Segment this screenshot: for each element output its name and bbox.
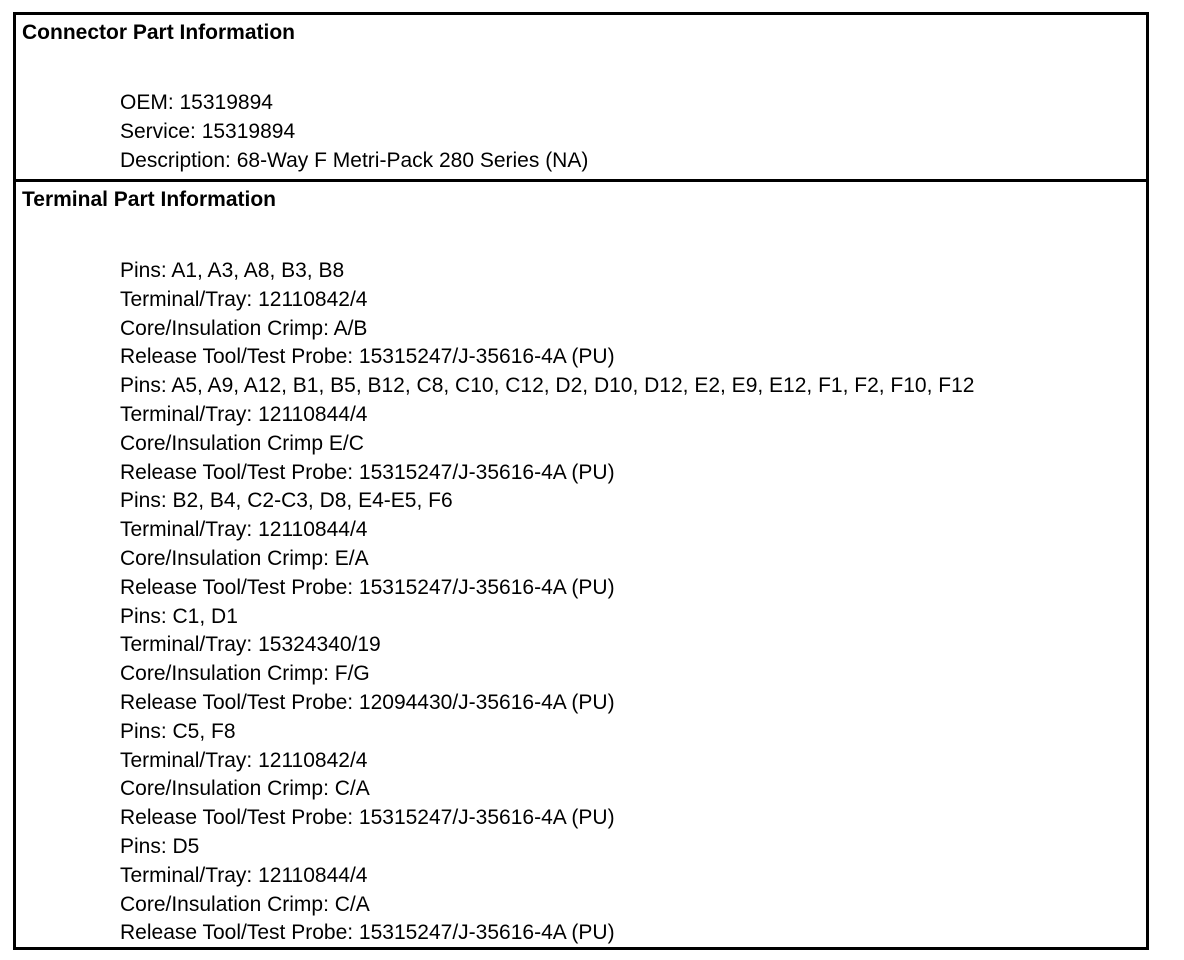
terminal-line: Pins: C1, D1 bbox=[120, 604, 238, 628]
terminal-part-lines bbox=[120, 257, 974, 948]
terminal-line: Terminal/Tray: 12110842/4 bbox=[120, 287, 368, 311]
terminal-line: Release Tool/Test Probe: 12094430/J-35616-4A (PU) bbox=[120, 690, 615, 714]
terminal-line: Pins: B2, B4, C2-C3, D8, E4-E5, F6 bbox=[120, 489, 453, 513]
terminal-line: Terminal/Tray: 15324340/19 bbox=[120, 633, 381, 657]
terminal-line: Pins: A5, A9, A12, B1, B5, B12, C8, C10, C12, D2, D10, D12, E2, E9, E12, F1, F2, F10, F12 bbox=[120, 374, 975, 398]
terminal-line: Pins: C5, F8 bbox=[120, 719, 236, 743]
terminal-line: Core/Insulation Crimp: A/B bbox=[120, 316, 368, 340]
connector-description: Description: 68-Way F Metri-Pack 280 Series (NA) bbox=[120, 148, 589, 172]
terminal-line: Terminal/Tray: 12110844/4 bbox=[120, 863, 368, 887]
terminal-line: Core/Insulation Crimp: C/A bbox=[120, 777, 370, 801]
terminal-line: Core/Insulation Crimp: C/A bbox=[120, 892, 370, 916]
terminal-line: Terminal/Tray: 12110844/4 bbox=[120, 402, 368, 426]
terminal-line: Core/Insulation Crimp: F/G bbox=[120, 662, 370, 686]
part-information-table bbox=[13, 12, 1149, 950]
connector-part-lines bbox=[120, 89, 588, 175]
terminal-line: Release Tool/Test Probe: 15315247/J-35616-4A (PU) bbox=[120, 921, 615, 945]
terminal-line: Release Tool/Test Probe: 15315247/J-35616-4A (PU) bbox=[120, 575, 615, 599]
terminal-part-heading: Terminal Part Information bbox=[22, 188, 276, 211]
terminal-line: Pins: D5 bbox=[120, 834, 200, 858]
connector-service: Service: 15319894 bbox=[120, 119, 296, 143]
terminal-line: Terminal/Tray: 12110844/4 bbox=[120, 518, 368, 542]
terminal-line: Release Tool/Test Probe: 15315247/J-35616-4A (PU) bbox=[120, 345, 615, 369]
connector-part-section bbox=[16, 15, 1146, 179]
terminal-line: Core/Insulation Crimp E/C bbox=[120, 431, 364, 455]
terminal-part-section bbox=[16, 182, 1146, 947]
terminal-line: Core/Insulation Crimp: E/A bbox=[120, 546, 369, 570]
connector-part-heading: Connector Part Information bbox=[22, 21, 296, 44]
connector-oem: OEM: 15319894 bbox=[120, 91, 273, 114]
terminal-line: Terminal/Tray: 12110842/4 bbox=[120, 748, 368, 772]
terminal-line: Release Tool/Test Probe: 15315247/J-35616-4A (PU) bbox=[120, 460, 615, 484]
terminal-line: Pins: A1, A3, A8, B3, B8 bbox=[120, 259, 345, 282]
terminal-line: Release Tool/Test Probe: 15315247/J-35616-4A (PU) bbox=[120, 806, 615, 830]
